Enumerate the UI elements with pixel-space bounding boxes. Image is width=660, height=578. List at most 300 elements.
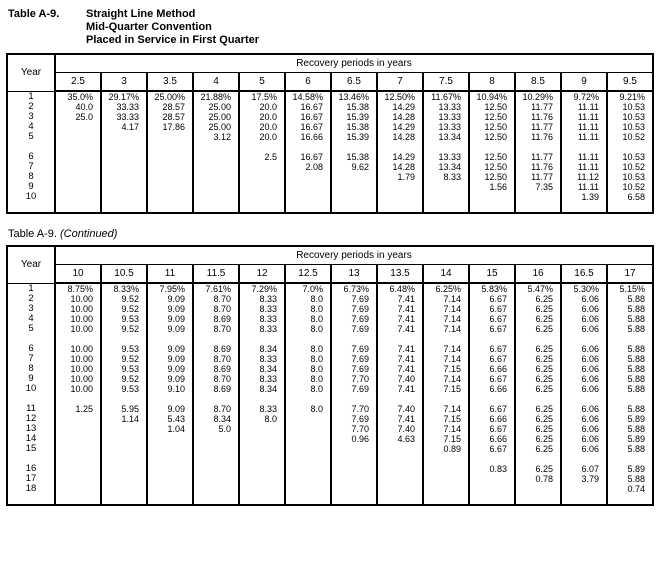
rate-cell: 10.00: [55, 304, 101, 314]
table-row: [7, 283, 653, 294]
rate-cell: 1.14: [101, 414, 147, 424]
spacer-cell: [515, 394, 561, 404]
table-row: [7, 102, 653, 112]
row-year-label: 16: [7, 464, 55, 474]
spacer-cell: [331, 494, 377, 505]
rate-cell: [331, 182, 377, 192]
spacer-cell: [561, 454, 607, 464]
rate-cell: 8.33: [423, 172, 469, 182]
table2-head: [7, 246, 653, 283]
rate-cell: [285, 464, 331, 474]
rate-cell: 7.14: [423, 324, 469, 334]
column-header-7-5: 7.5: [423, 73, 469, 92]
spacer-cell: [469, 202, 515, 213]
rate-cell: 7.14: [423, 404, 469, 414]
spacer-cell: [193, 202, 239, 213]
rate-cell: 7.14: [423, 354, 469, 364]
rate-cell: 6.06: [561, 404, 607, 414]
rate-cell: 15.39: [331, 112, 377, 122]
rate-cell: 7.40: [377, 404, 423, 414]
rate-cell: 8.0: [285, 384, 331, 394]
rate-cell: [285, 434, 331, 444]
rate-cell: [55, 414, 101, 424]
rate-cell: [101, 424, 147, 434]
rate-cell: 12.50: [469, 112, 515, 122]
rate-cell: 1.79: [377, 172, 423, 182]
rate-cell: 4.63: [377, 434, 423, 444]
rate-cell: 5.15%: [607, 283, 653, 294]
row-year-label: 17: [7, 474, 55, 484]
column-header-10: 10: [55, 265, 101, 284]
rate-cell: 15.38: [331, 122, 377, 132]
rate-cell: 11.12: [561, 172, 607, 182]
spacer-cell: [469, 334, 515, 344]
rate-cell: 6.25: [515, 404, 561, 414]
spacer-cell: [469, 394, 515, 404]
rate-cell: 11.11: [561, 182, 607, 192]
rate-cell: [147, 152, 193, 162]
rate-cell: 7.41: [377, 294, 423, 304]
rate-cell: 7.69: [331, 314, 377, 324]
rate-cell: 8.70: [193, 354, 239, 364]
rate-cell: 5.95: [101, 404, 147, 414]
rate-cell: 7.41: [377, 414, 423, 424]
rate-cell: 28.57: [147, 112, 193, 122]
rate-cell: 11.11: [561, 102, 607, 112]
rate-cell: [101, 444, 147, 454]
spacer-cell: [101, 394, 147, 404]
table-row: [7, 294, 653, 304]
rate-cell: [239, 424, 285, 434]
spacer-cell: [239, 334, 285, 344]
rate-cell: 8.33: [239, 374, 285, 384]
rate-cell: 8.69: [193, 344, 239, 354]
spacer-cell: [331, 202, 377, 213]
rate-cell: 40.0: [55, 102, 101, 112]
spacer-cell: [331, 334, 377, 344]
rate-cell: 35.0%: [55, 91, 101, 102]
row-year-label: 8: [7, 364, 55, 374]
rate-cell: 7.14: [423, 304, 469, 314]
rate-cell: 9.52: [101, 374, 147, 384]
spacer-cell: [101, 202, 147, 213]
rate-cell: 11.11: [561, 122, 607, 132]
spacer-cell: [423, 394, 469, 404]
table1-column-header-row: [7, 73, 653, 92]
table-row: [7, 344, 653, 354]
rate-cell: 5.47%: [515, 283, 561, 294]
rate-cell: 13.34: [423, 132, 469, 142]
rate-cell: [55, 424, 101, 434]
spacer-cell: [239, 202, 285, 213]
spacer-cell: [515, 334, 561, 344]
rate-cell: 10.53: [607, 102, 653, 112]
rate-cell: 1.39: [561, 192, 607, 202]
rate-cell: [239, 474, 285, 484]
row-year-label: 14: [7, 434, 55, 444]
rate-cell: 6.25: [515, 464, 561, 474]
rate-cell: [285, 414, 331, 424]
rate-cell: [101, 172, 147, 182]
spacer-cell: [561, 394, 607, 404]
rate-cell: [285, 424, 331, 434]
rate-cell: 14.28: [377, 132, 423, 142]
rate-cell: 8.34: [239, 344, 285, 354]
table-row: [7, 182, 653, 192]
rate-cell: 9.52: [101, 294, 147, 304]
rate-cell: [55, 464, 101, 474]
rate-cell: [285, 182, 331, 192]
rate-cell: 20.0: [239, 102, 285, 112]
rate-cell: 10.00: [55, 324, 101, 334]
column-header-9: 9: [561, 73, 607, 92]
rate-cell: [331, 474, 377, 484]
spacer-cell: [193, 142, 239, 152]
rate-cell: 6.25: [515, 384, 561, 394]
rate-cell: 7.69: [331, 384, 377, 394]
rate-cell: 6.06: [561, 444, 607, 454]
rate-cell: 11.67%: [423, 91, 469, 102]
rate-cell: [55, 444, 101, 454]
table2-column-header-row: [7, 265, 653, 284]
rate-cell: [285, 484, 331, 494]
spacer-cell: [147, 454, 193, 464]
rate-cell: 29.17%: [101, 91, 147, 102]
rate-cell: [147, 192, 193, 202]
rate-cell: 8.75%: [55, 283, 101, 294]
rate-cell: 16.67: [285, 102, 331, 112]
rate-cell: 7.0%: [285, 283, 331, 294]
depreciation-table-second-half: [6, 245, 654, 506]
rate-cell: 6.25: [515, 304, 561, 314]
rate-cell: 8.70: [193, 294, 239, 304]
rate-cell: [147, 434, 193, 444]
table-row: [7, 384, 653, 394]
rate-cell: 10.00: [55, 344, 101, 354]
table2-recovery-periods-header: Recovery periods in years: [55, 246, 653, 265]
rate-cell: 12.50: [469, 162, 515, 172]
rate-cell: [239, 444, 285, 454]
rate-cell: 7.14: [423, 344, 469, 354]
rate-cell: 7.69: [331, 344, 377, 354]
column-header-10-5: 10.5: [101, 265, 147, 284]
rate-cell: [193, 474, 239, 484]
rate-cell: 6.06: [561, 434, 607, 444]
column-header-16: 16: [515, 265, 561, 284]
rate-cell: 6.66: [469, 364, 515, 374]
spacer-cell: [101, 334, 147, 344]
rate-cell: 6.67: [469, 444, 515, 454]
spacer-cell: [377, 142, 423, 152]
rate-cell: 1.04: [147, 424, 193, 434]
rate-cell: 6.58: [607, 192, 653, 202]
rate-cell: 11.77: [515, 152, 561, 162]
rate-cell: 13.33: [423, 152, 469, 162]
rate-cell: [239, 182, 285, 192]
rate-cell: 6.67: [469, 424, 515, 434]
rate-cell: 14.28: [377, 112, 423, 122]
rate-cell: 7.41: [377, 314, 423, 324]
rate-cell: 12.50%: [377, 91, 423, 102]
rate-cell: 6.25: [515, 344, 561, 354]
spacer-cell: [285, 202, 331, 213]
spacer-cell: [561, 334, 607, 344]
table-row: [7, 172, 653, 182]
row-year-label: 6: [7, 152, 55, 162]
rate-cell: [55, 132, 101, 142]
rate-cell: [239, 172, 285, 182]
rate-cell: 11.76: [515, 112, 561, 122]
rate-cell: 11.11: [561, 132, 607, 142]
rate-cell: 8.70: [193, 304, 239, 314]
column-header-4: 4: [193, 73, 239, 92]
rate-cell: 6.06: [561, 384, 607, 394]
rate-cell: 8.33: [239, 324, 285, 334]
table2-year-header: Year: [7, 246, 55, 283]
row-year-label: 18: [7, 484, 55, 494]
rate-cell: [239, 464, 285, 474]
rate-cell: 3.79: [561, 474, 607, 484]
rate-cell: [101, 162, 147, 172]
table-row: [7, 354, 653, 364]
rate-cell: 9.53: [101, 364, 147, 374]
column-header-16-5: 16.5: [561, 265, 607, 284]
rate-cell: 20.0: [239, 122, 285, 132]
row-year-label: 1: [7, 91, 55, 102]
table1-group-header-row: [7, 54, 653, 73]
rate-cell: 8.69: [193, 314, 239, 324]
rate-cell: 7.15: [423, 364, 469, 374]
rate-cell: 15.38: [331, 152, 377, 162]
table-row: [7, 404, 653, 414]
rate-cell: 7.70: [331, 424, 377, 434]
table-row: [7, 314, 653, 324]
spacer-cell: [55, 202, 101, 213]
row-year-label: 13: [7, 424, 55, 434]
rate-cell: 10.29%: [515, 91, 561, 102]
spacer-cell: [101, 454, 147, 464]
rate-cell: 7.69: [331, 414, 377, 424]
rate-cell: [515, 484, 561, 494]
rate-cell: 9.53: [101, 384, 147, 394]
rate-cell: 6.25: [515, 444, 561, 454]
table-row: [7, 91, 653, 102]
spacer-cell: [193, 394, 239, 404]
rate-cell: [377, 464, 423, 474]
table-row: [7, 192, 653, 202]
table-row: [7, 474, 653, 484]
rate-cell: [239, 434, 285, 444]
table-row: [7, 364, 653, 374]
rate-cell: 0.74: [607, 484, 653, 494]
rate-cell: 7.29%: [239, 283, 285, 294]
rate-cell: 6.67: [469, 304, 515, 314]
rate-cell: 6.66: [469, 414, 515, 424]
rate-cell: 8.0: [285, 344, 331, 354]
spacer-cell: [607, 454, 653, 464]
row-year-label: 1: [7, 283, 55, 294]
rate-cell: 8.70: [193, 324, 239, 334]
rate-cell: 25.00%: [147, 91, 193, 102]
rate-cell: 5.83%: [469, 283, 515, 294]
rate-cell: [469, 474, 515, 484]
row-year-label: 9: [7, 374, 55, 384]
rate-cell: 7.69: [331, 364, 377, 374]
rate-cell: 8.33: [239, 294, 285, 304]
rate-cell: [193, 434, 239, 444]
rate-cell: 8.70: [193, 404, 239, 414]
rate-cell: [55, 484, 101, 494]
rate-cell: 8.34: [239, 384, 285, 394]
rate-cell: 17.5%: [239, 91, 285, 102]
rate-cell: 0.89: [423, 444, 469, 454]
spacer-cell: [515, 494, 561, 505]
rate-cell: 6.25: [515, 324, 561, 334]
row-group-spacer: [7, 394, 653, 404]
spacer-cell: [193, 334, 239, 344]
rate-cell: 7.40: [377, 424, 423, 434]
rate-cell: [55, 122, 101, 132]
spacer-cell: [469, 142, 515, 152]
row-year-label: 7: [7, 162, 55, 172]
rate-cell: [423, 464, 469, 474]
rate-cell: 6.67: [469, 404, 515, 414]
rate-cell: 9.09: [147, 324, 193, 334]
rate-cell: 2.08: [285, 162, 331, 172]
rate-cell: [285, 172, 331, 182]
rate-cell: 5.88: [607, 384, 653, 394]
rate-cell: 8.0: [285, 404, 331, 414]
spacer-cell: [515, 454, 561, 464]
rate-cell: [55, 162, 101, 172]
rate-cell: 9.21%: [607, 91, 653, 102]
row-group-spacer: [7, 334, 653, 344]
title-line-3: Placed in Service in First Quarter: [86, 34, 260, 46]
rate-cell: 6.07: [561, 464, 607, 474]
row-year-label: 5: [7, 132, 55, 142]
row-year-label: 3: [7, 304, 55, 314]
table-row: [7, 304, 653, 314]
column-header-6: 6: [285, 73, 331, 92]
rate-cell: 6.25: [515, 354, 561, 364]
rate-cell: 4.17: [101, 122, 147, 132]
row-year-label: 10: [7, 384, 55, 394]
rate-cell: 7.95%: [147, 283, 193, 294]
spacer-cell: [239, 142, 285, 152]
rate-cell: [147, 132, 193, 142]
rate-cell: 8.34: [193, 414, 239, 424]
rate-cell: 12.50: [469, 122, 515, 132]
rate-cell: 6.67: [469, 314, 515, 324]
column-header-3-5: 3.5: [147, 73, 193, 92]
rate-cell: 6.06: [561, 424, 607, 434]
rate-cell: 9.09: [147, 364, 193, 374]
spacer-cell: [285, 334, 331, 344]
rate-cell: [285, 192, 331, 202]
spacer-cell: [285, 494, 331, 505]
spacer-cell: [377, 202, 423, 213]
rate-cell: 10.53: [607, 172, 653, 182]
rate-cell: 6.06: [561, 304, 607, 314]
rate-cell: 7.69: [331, 324, 377, 334]
rate-cell: 6.06: [561, 344, 607, 354]
spacer-cell: [607, 334, 653, 344]
row-year-label: 4: [7, 122, 55, 132]
rate-cell: [193, 444, 239, 454]
rate-cell: 6.67: [469, 344, 515, 354]
rate-cell: [331, 192, 377, 202]
rate-cell: 8.0: [285, 374, 331, 384]
rate-cell: 14.29: [377, 102, 423, 112]
row-year-label: 2: [7, 294, 55, 304]
rate-cell: 6.67: [469, 294, 515, 304]
rate-cell: 5.88: [607, 324, 653, 334]
spacer-cell: [239, 454, 285, 464]
rate-cell: 6.25: [515, 364, 561, 374]
rate-cell: 21.88%: [193, 91, 239, 102]
spacer-cell: [147, 494, 193, 505]
rate-cell: 10.00: [55, 384, 101, 394]
title-line-2: Mid-Quarter Convention: [86, 21, 212, 33]
rate-cell: 13.33: [423, 102, 469, 112]
row-year-label: 15: [7, 444, 55, 454]
rate-cell: 16.67: [285, 122, 331, 132]
rate-cell: [147, 162, 193, 172]
rate-cell: 5.89: [607, 414, 653, 424]
table1-head: [7, 54, 653, 91]
row-year-label: 10: [7, 192, 55, 202]
rate-cell: 6.25: [515, 424, 561, 434]
rate-cell: 11.11: [561, 152, 607, 162]
rate-cell: 13.34: [423, 162, 469, 172]
rate-cell: 14.58%: [285, 91, 331, 102]
section-gap: [6, 214, 654, 228]
table-row: [7, 414, 653, 424]
table-row: [7, 374, 653, 384]
rate-cell: 6.25: [515, 414, 561, 424]
rate-cell: 7.69: [331, 354, 377, 364]
rate-cell: 7.41: [377, 384, 423, 394]
rate-cell: 6.67: [469, 374, 515, 384]
spacer-cell: [561, 494, 607, 505]
spacer-cell: [377, 494, 423, 505]
rate-cell: [101, 434, 147, 444]
row-year-label: 6: [7, 344, 55, 354]
rate-cell: 12.50: [469, 152, 515, 162]
depreciation-table-first-half: [6, 53, 654, 214]
rate-cell: [331, 464, 377, 474]
rate-cell: 8.0: [285, 314, 331, 324]
rate-cell: 8.33%: [101, 283, 147, 294]
rate-cell: 14.28: [377, 162, 423, 172]
table-row: [7, 444, 653, 454]
row-year-label: 12: [7, 414, 55, 424]
table-row: [7, 424, 653, 434]
rate-cell: 0.78: [515, 474, 561, 484]
rate-cell: 1.25: [55, 404, 101, 414]
rate-cell: [193, 182, 239, 192]
spacer-cell: [101, 142, 147, 152]
rate-cell: 9.09: [147, 404, 193, 414]
rate-cell: 0.83: [469, 464, 515, 474]
rate-cell: [55, 172, 101, 182]
rate-cell: [193, 192, 239, 202]
rate-cell: 5.43: [147, 414, 193, 424]
rate-cell: 8.33: [239, 354, 285, 364]
rate-cell: [239, 484, 285, 494]
rate-cell: 5.0: [193, 424, 239, 434]
spacer-cell: [55, 454, 101, 464]
